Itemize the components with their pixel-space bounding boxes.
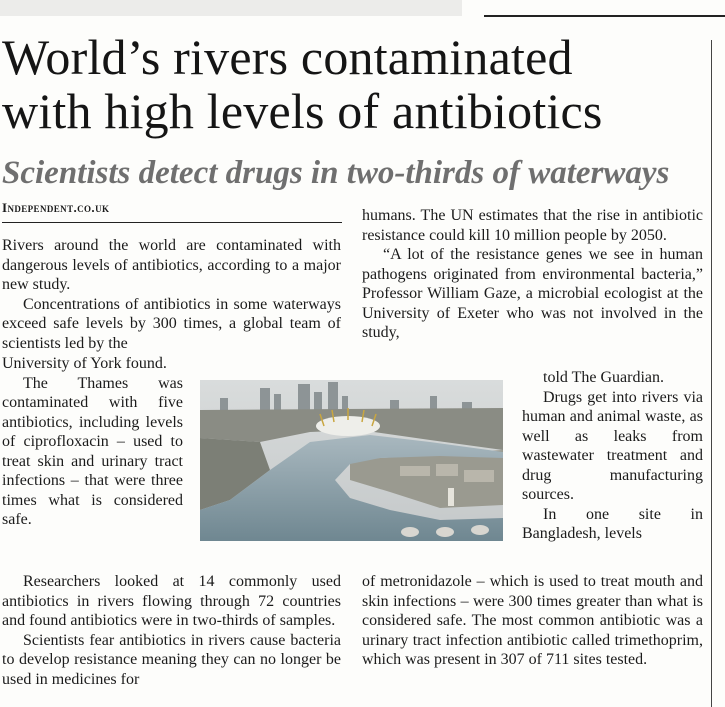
top-ad-strip (0, 0, 462, 16)
paragraph: The Thames was contaminated with five antibiotics, including levels of ciprofloxacin – used to treat skin and urinary tract infections – that were three times what is considered safe. (2, 374, 183, 528)
column-2-top (362, 206, 703, 343)
paragraph: Rivers around the world are contaminated with dangerous levels of antibiotics, according to a major new study. (2, 237, 341, 293)
column-rule (711, 40, 712, 707)
paragraph: Scientists fear antibiotics in rivers cause bacteria to develop resistance meaning they can no longer be used in medicines for (2, 631, 341, 688)
source-credit: Independent.co.uk (2, 200, 110, 215)
paragraph: Researchers looked at 14 commonly used antibiotics in rivers flowing through 72 countries and found antibiotics were in two-thirds of samples. (2, 573, 341, 629)
paragraph: of metronidazole – which is used to treat mouth and skin infections – were 300 times greater than what is considered safe. The most common antibiotic was a urinary tract infection antibiotic called trimethoprim, which was present in 307 of 711 sites tested. (362, 573, 703, 668)
aerial-river-image (200, 380, 503, 541)
column-2-bottom (362, 572, 703, 670)
column-2-narrow (522, 368, 703, 544)
paragraph: Concentrations of antibiotics in some waterways exceed safe levels by 300 times, a global team of scientists led by the (2, 295, 341, 352)
headline (2, 30, 603, 138)
paragraph: humans. The UN estimates that the rise in antibiotic resistance could kill 10 million people by 2050. (362, 207, 703, 244)
headline-line-1: World’s rivers contaminated (2, 29, 573, 85)
paragraph: In one site in Bangladesh, levels (522, 505, 703, 542)
paragraph: told The Guardian. (543, 369, 665, 386)
paragraph: “A lot of the resistance genes we see in human pathogens originated from environmental bacteria,” Professor William Gaze, a microbial ecologist at the University of Exeter who was not involved in the study, (362, 246, 703, 341)
subheadline: Scientists detect drugs in two-thirds of waterways (2, 155, 670, 191)
headline-line-2: with high levels of antibiotics (2, 83, 603, 139)
source-rule (2, 222, 342, 223)
column-1-bottom (2, 572, 341, 689)
top-rule (484, 15, 725, 17)
column-1-narrow (2, 354, 183, 530)
river-photo (200, 380, 503, 541)
paragraph: University of York found. (2, 355, 167, 372)
column-1-top (2, 236, 341, 353)
paragraph: Drugs get into rivers via human and animal waste, as well as leaks from wastewater treatment and drug manufacturing sources. (522, 388, 703, 503)
